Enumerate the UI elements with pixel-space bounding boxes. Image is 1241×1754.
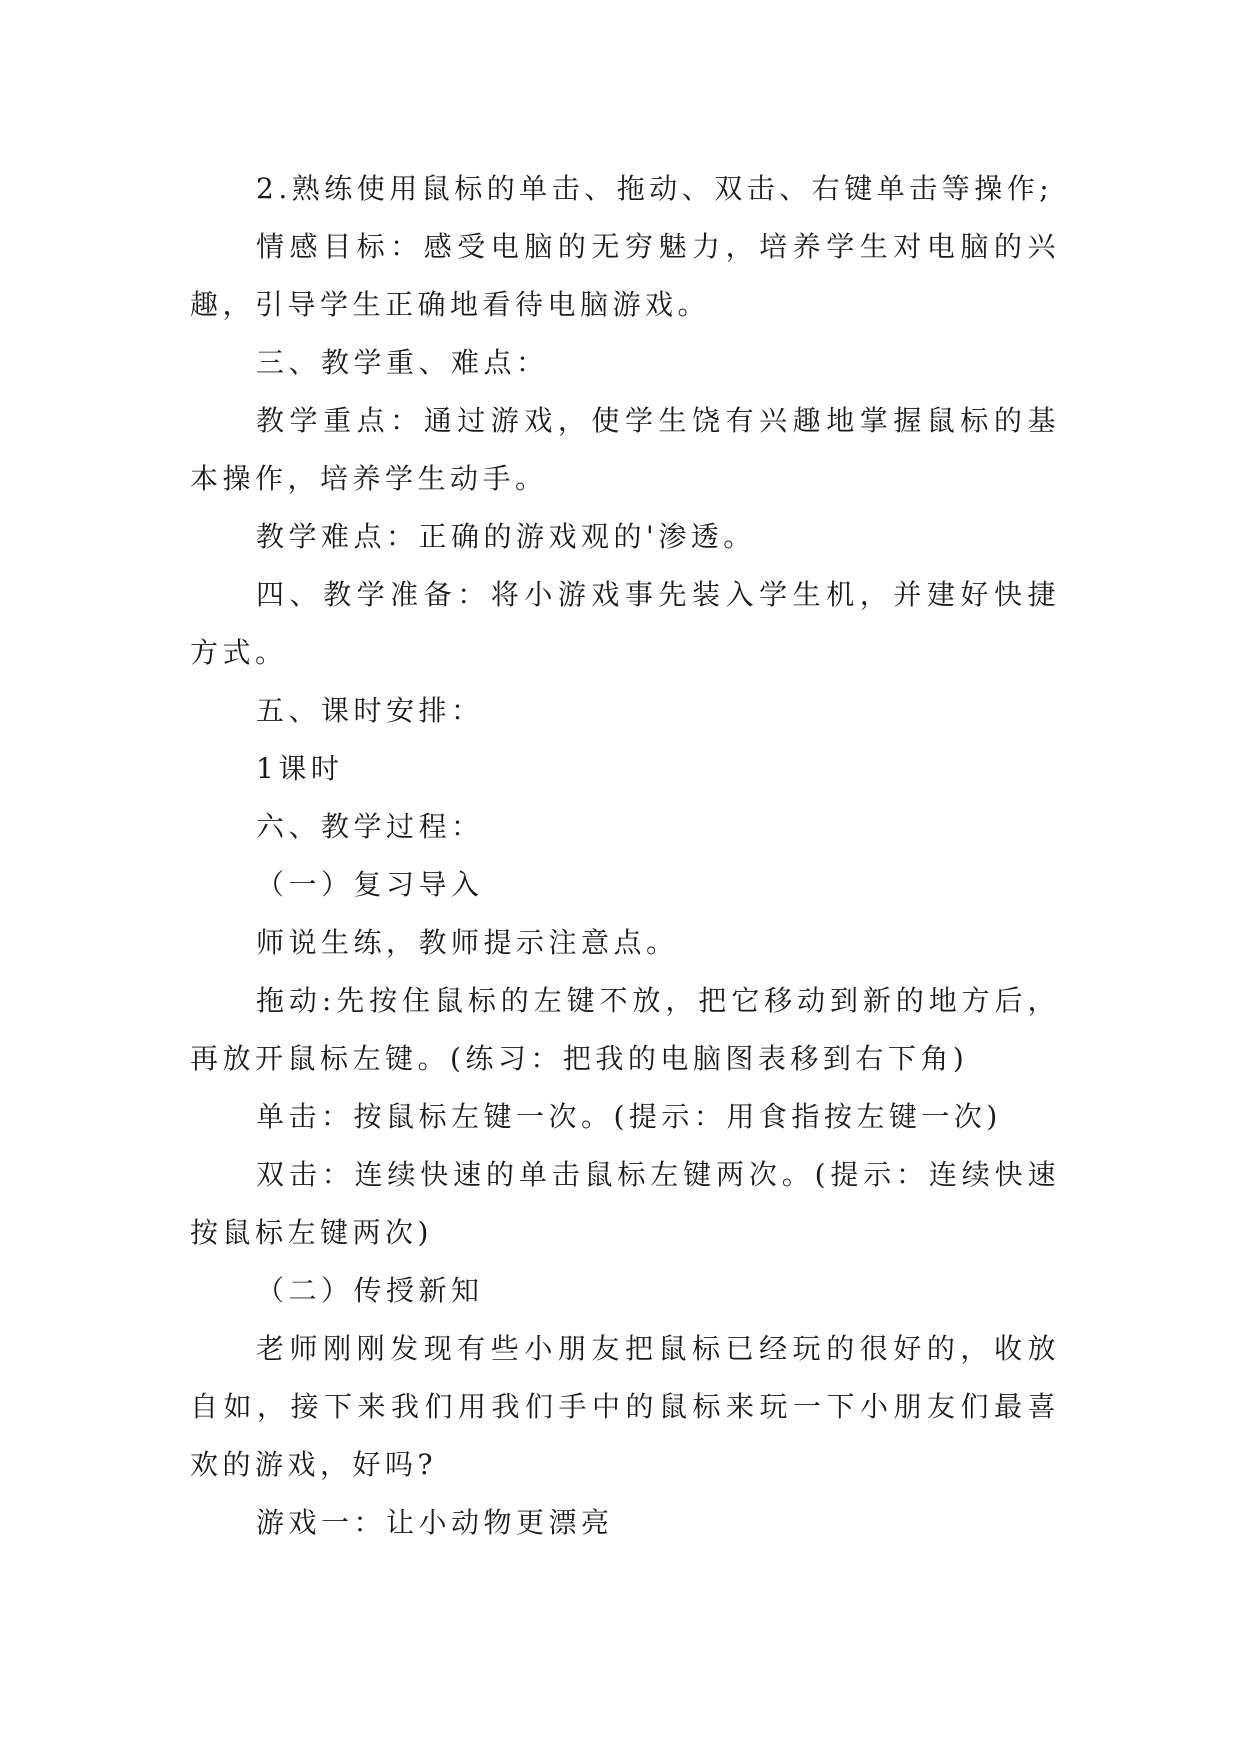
paragraph: 1课时 [256, 752, 344, 785]
paragraph: 老师刚刚发现有些小朋友把鼠标已经玩的很好的，收放自如，接下来我们用我们手中的鼠标来玩一下小朋友们最喜欢的游戏，好吗? [190, 1332, 1060, 1481]
section-heading: 六、教学过程： [256, 810, 484, 843]
subsection-heading: （一）复习导入 [256, 868, 484, 901]
paragraph: 教学重点：通过游戏，使学生饶有兴趣地掌握鼠标的基本操作，培养学生动手。 [190, 404, 1060, 495]
paragraph: 教学难点：正确的游戏观的'渗透。 [256, 520, 756, 553]
paragraph: 2.熟练使用鼠标的单击、拖动、双击、右键单击等操作; [256, 172, 1054, 205]
paragraph: 师说生练，教师提示注意点。 [256, 926, 679, 959]
paragraph: 双击：连续快速的单击鼠标左键两次。(提示：连续快速按鼠标左键两次) [190, 1158, 1060, 1249]
paragraph: 游戏一：让小动物更漂亮 [256, 1506, 614, 1539]
section-heading: 五、课时安排： [256, 694, 484, 727]
subsection-heading: （二）传授新知 [256, 1274, 484, 1307]
paragraph: 情感目标：感受电脑的无穷魅力，培养学生对电脑的兴趣，引导学生正确地看待电脑游戏。 [190, 230, 1060, 321]
paragraph: 拖动:先按住鼠标的左键不放，把它移动到新的地方后，再放开鼠标左键。(练习：把我的电脑图表移到右下角) [190, 984, 1060, 1075]
paragraph: 单击：按鼠标左键一次。(提示：用食指按左键一次) [256, 1100, 1002, 1133]
section-heading: 四、教学准备：将小游戏事先装入学生机，并建好快捷方式。 [190, 578, 1060, 669]
section-heading: 三、教学重、难点： [256, 346, 549, 379]
document-body [190, 160, 1060, 1552]
